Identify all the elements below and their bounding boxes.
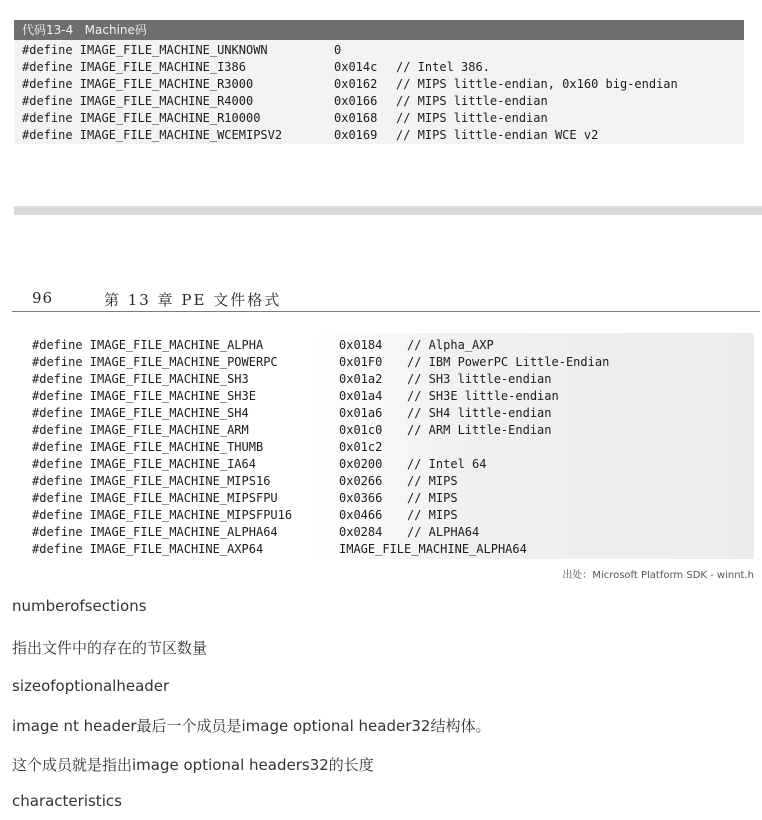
define-comment: // IBM PowerPC Little-Endian [407,355,610,369]
define-name: #define IMAGE_FILE_MACHINE_R3000 [22,77,254,91]
define-name: #define IMAGE_FILE_MACHINE_ARM [32,423,249,437]
define-comment: // SH3E little-endian [407,389,559,403]
define-value: IMAGE_FILE_MACHINE_ALPHA64 [339,542,527,556]
define-name: #define IMAGE_FILE_MACHINE_IA64 [32,457,256,471]
source-caption: 出处：Microsoft Platform SDK - winnt.h [562,570,754,581]
define-name: #define IMAGE_FILE_MACHINE_UNKNOWN [22,43,268,57]
define-value: 0x0162 [334,77,378,91]
define-name: #define IMAGE_FILE_MACHINE_SH3 [32,372,249,386]
code-row [32,524,754,541]
code-row [32,473,754,490]
define-value: 0x0184 [339,338,383,352]
define-value: 0x0366 [339,491,383,505]
define-value: 0x01c0 [339,423,383,437]
define-name: #define IMAGE_FILE_MACHINE_POWERPC [32,355,278,369]
define-comment: // MIPS [407,508,458,522]
code-row [32,388,754,405]
define-comment: // Intel 386. [396,60,490,74]
define-comment: // MIPS little-endian WCE v2 [396,128,599,142]
article-paragraph: 指出文件中的存在的节区数量 [12,639,208,657]
define-value: 0x01a6 [339,406,383,420]
code-listing-machine-bottom [22,333,754,559]
define-value: 0x0166 [334,94,378,108]
section-divider [14,206,762,215]
code-row [32,405,754,422]
define-value: 0x0266 [339,474,383,488]
code-row [22,127,744,144]
code-row [32,541,754,558]
define-name: #define IMAGE_FILE_MACHINE_MIPSFPU16 [32,508,293,522]
article-paragraph: characteristics [12,792,122,810]
define-value: 0x01F0 [339,355,383,369]
define-comment: // SH3 little-endian [407,372,552,386]
define-comment: // SH4 little-endian [407,406,552,420]
code-block-top [14,40,744,144]
define-name: #define IMAGE_FILE_MACHINE_R4000 [22,94,254,108]
define-value: 0x0466 [339,508,383,522]
article-paragraph: 这个成员就是指出image optional headers32的长度 [12,756,374,774]
define-name: #define IMAGE_FILE_MACHINE_WCEMIPSV2 [22,128,283,142]
code-row [32,456,754,473]
define-name: #define IMAGE_FILE_MACHINE_ALPHA [32,338,264,352]
code-row [32,507,754,524]
define-value: 0x0169 [334,128,378,142]
code-row [22,93,744,110]
article-paragraph: numberofsections [12,597,147,615]
article-paragraph: sizeofoptionalheader [12,677,170,695]
code-row [32,439,754,456]
code-row [32,337,754,354]
define-value: 0x0200 [339,457,383,471]
code-row [32,422,754,439]
code-row [22,76,744,93]
define-comment: // MIPS [407,474,458,488]
define-comment: // MIPS little-endian, 0x160 big-endian [396,77,678,91]
code-row [32,490,754,507]
define-name: #define IMAGE_FILE_MACHINE_I386 [22,60,246,74]
code-row [32,354,754,371]
define-name: #define IMAGE_FILE_MACHINE_MIPS16 [32,474,271,488]
define-name: #define IMAGE_FILE_MACHINE_SH4 [32,406,249,420]
define-value: 0x01c2 [339,440,383,454]
define-comment: // MIPS [407,491,458,505]
code-row [22,42,744,59]
define-comment: // ARM Little-Endian [407,423,552,437]
article-paragraph: image nt header最后一个成员是image optional header32结构体。 [12,717,491,735]
define-name: #define IMAGE_FILE_MACHINE_AXP64 [32,542,264,556]
book-page-header [12,285,760,312]
define-name: #define IMAGE_FILE_MACHINE_SH3E [32,389,256,403]
code-row [22,110,744,127]
code-row [22,59,744,76]
define-comment: // Alpha_AXP [407,338,494,352]
define-name: #define IMAGE_FILE_MACHINE_MIPSFPU [32,491,278,505]
page-number: 96 [32,289,54,307]
define-value: 0x01a4 [339,389,383,403]
define-value: 0 [334,43,342,57]
define-value: 0x014c [334,60,378,74]
define-name: #define IMAGE_FILE_MACHINE_R10000 [22,111,261,125]
define-value: 0x0168 [334,111,378,125]
define-comment: // Intel 64 [407,457,487,471]
define-value: 0x0284 [339,525,383,539]
define-name: #define IMAGE_FILE_MACHINE_THUMB [32,440,264,454]
define-comment: // MIPS little-endian [396,94,548,108]
code-listing-caption: 代码13-4 Machine码 [14,20,744,40]
define-comment: // MIPS little-endian [396,111,548,125]
code-block-bottom [22,333,754,558]
chapter-title: 第 13 章 PE 文件格式 [104,291,282,309]
code-row [32,371,754,388]
code-listing-machine-top [14,20,744,144]
define-name: #define IMAGE_FILE_MACHINE_ALPHA64 [32,525,278,539]
define-value: 0x01a2 [339,372,383,386]
define-comment: // ALPHA64 [407,525,480,539]
